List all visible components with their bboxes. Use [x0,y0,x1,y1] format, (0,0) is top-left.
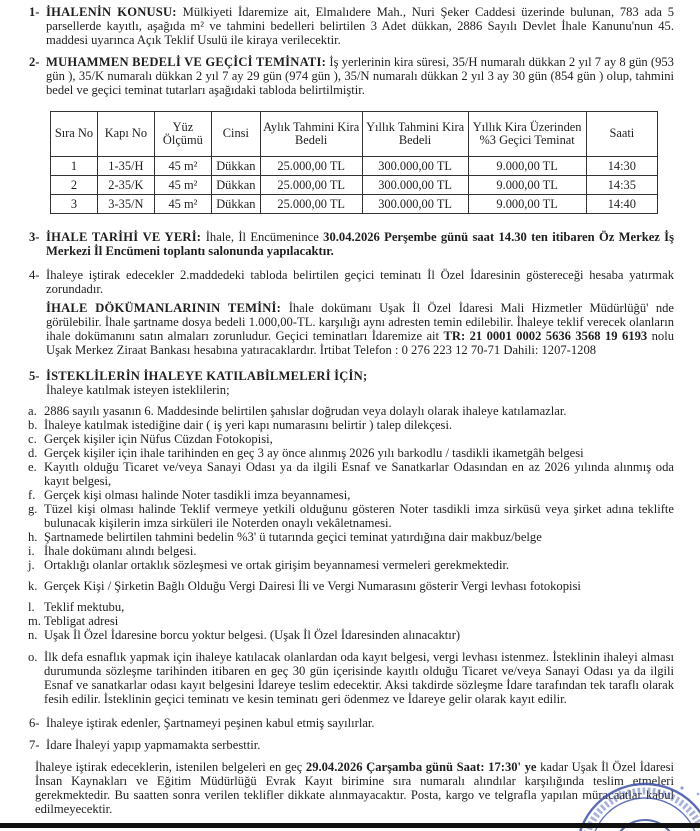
item-2-number: 2- [29,55,40,69]
header-saati: Saati [586,112,657,157]
item-letter: o. [28,650,38,664]
item-1-ihalenin-konusu [0,5,674,47]
table-cell: 2-35/K [97,176,154,195]
table-cell: 3-35/N [97,195,154,214]
item-letter: n. [28,628,38,642]
table-cell: 300.000,00 TL [362,157,468,176]
item-letter: i. [28,544,35,558]
item-letter: g. [28,502,38,516]
item-text: Şartnamede belirtilen tahmini bedelin %3' ü tutarında geçici teminat yatırdığına dair makbuz/belge [44,530,542,544]
header-cinsi: Cinsi [211,112,260,157]
lettered-item-f [0,488,674,502]
item-text: Gerçek kişiler için Nüfus Cüzdan Fotokopisi, [44,432,273,446]
item-2-body: İş yerlerinin kira süresi, 35/H numaralı dükkan 2 yıl 7 ay 8 gün (953 gün ), 35/K numaralı dükkan 2 yıl 7 ay 29 gün (974 gün ), 35/N numaralı dükkan 2 yıl 3 ay 30 gün (854 gün ) olup, tahmini bedel ve geçici teminat tutarları aşağıdaki tabloda belirtilmiştir. [46,55,674,97]
table-cell: 2 [51,176,98,195]
item-5-number: 5- [29,369,40,383]
item-3-title: İHALE TARİHİ VE YERİ: [46,230,206,244]
lettered-item-o [0,650,674,706]
item-text: 2886 sayılı yasanın 6. Maddesinde belirtilen şahıslar doğrudan veya dolaylı olarak ihaleye katılamazlar. [44,404,567,418]
lettered-item-c [0,432,674,446]
lettered-item-j [0,558,674,572]
table-cell: Dükkan [211,157,260,176]
item-4-body: İhaleye iştirak edecekler 2.maddedeki tabloda belirtilen geçici teminatı İl Özel İdaresinin göstereceği hesaba yatırmak zorundadır. [46,268,674,296]
paragraph-ihale-dokumanlari [0,301,674,357]
lettered-item-d [0,446,674,460]
item-letter: j. [28,558,35,572]
item-3-bold-text: 30.04.2026 Perşembe günü saat 14.30 ten itibaren Öz Merkez İş Merkezi İl Encümeni toplantı salonunda yapılacaktır. [46,230,674,258]
lettered-list [0,404,674,706]
lettered-item-n [0,628,674,642]
table-cell: 25.000,00 TL [260,176,362,195]
table-cell: 9.000,00 TL [468,176,586,195]
header-yillik-kira: Yıllık Tahmini Kira Bedeli [362,112,468,157]
item-text: Ortaklığı olanlar ortaklık sözleşmesi ve ortak girişim beyannamesi vermeleri gerekmektedir. [44,558,510,572]
table-cell: 45 m² [154,176,211,195]
item-text: İhaleye katılmak istediğine dair ( iş yeri kapı numarasını belirtir ) talep dilekçesi. [44,418,453,432]
item-4-gecici-teminat [0,268,674,296]
table-cell: 14:40 [586,195,657,214]
item-7-body: İdare İhaleyi yapıp yapmamakta serbesttir. [46,738,261,752]
item-text: Uşak İl Özel İdaresine borcu yoktur belgesi. (Uşak İl Özel İdaresinden alınacaktır) [44,628,461,642]
lettered-item-l [0,600,674,614]
item-text: Kayıtlı olduğu Ticaret ve/veya Sanayi Odası ya da ilgili Esnaf ve Sanatkarlar Odasından en az 2026 yılında alınmış oda kayıt belgesi, [44,460,674,488]
table-cell: 300.000,00 TL [362,176,468,195]
item-letter: l. [28,600,35,614]
header-kapi-no: Kapı No [97,112,154,157]
lettered-item-g [0,502,674,530]
item-letter: c. [28,432,37,446]
item-1-body: Mülkiyeti İdaremize ait, Elmalıdere Mah., Nuri Şeker Caddesi üzerinde bulunan, 783 ada 5 parsellerde kayıtlı, aşağıda m² ve tahmini bedelleri belirtilen 3 Adet dükkan, 2886 Sayılı Devlet İhale Kanunu'nun 45. maddesi uyarınca Açık Teklif Usulü ile kiraya verilecektir. [46,5,674,47]
lease-table [50,111,658,214]
closing-post: kadar Uşak İl Özel İdaresi İnsan Kaynakları ve Eğitim Müdürlüğü Evrak Kayıt birimine sıra numaralı alındılar karşılığında teslim etmeleri gerekmektedir. Bu saatten sonra verilen teklifler dikkate alınmayacaktır. Posta, kargo ve telgrafla yapılan müracaatlar kabul edilmeyecektir. [35,760,675,816]
item-letter: a. [28,404,37,418]
header-gecici-teminat: Yıllık Kira Üzerinden %3 Geçici Teminat [468,112,586,157]
lettered-item-h [0,530,674,544]
table-row-2 [51,176,658,195]
item-letter: e. [28,460,37,474]
table-cell: 1 [51,157,98,176]
table-cell: 9.000,00 TL [468,157,586,176]
item-5-subline: İhaleye katılmak isteyen isteklilerin; [46,383,230,397]
item-text: Gerçek Kişi / Şirketin Bağlı Olduğu Vergi Dairesi İli ve Vergi Numarasını gösterir Vergi levhası fotokopisi [44,579,581,593]
item-1-title: İHALENİN KONUSU: [46,5,183,19]
item-letter: h. [28,530,38,544]
item-6-body: İhaleye iştirak edenler, Şartnameyi peşinen kabul etmiş sayılırlar. [46,716,375,730]
item-6-number: 6- [29,716,40,730]
lettered-item-i [0,544,674,558]
item-7-idare-serbest [0,738,674,752]
item-1-number: 1- [29,5,40,19]
table-cell: 45 m² [154,157,211,176]
header-aylik-kira: Aylık Tahmini Kira Bedeli [260,112,362,157]
docs-title: İHALE DÖKÜMANLARININ TEMİNİ: [46,301,289,315]
table-row-3 [51,195,658,214]
item-letter: d. [28,446,38,460]
lettered-item-b [0,418,674,432]
lettered-item-a [0,404,674,418]
item-5-title: İSTEKLİLERİN İHALEYE KATILABİLMELERİ İÇİN; [46,369,368,383]
item-5-katilabilme [0,369,674,383]
item-letter: f. [28,488,36,502]
lettered-item-m [0,614,674,628]
table-cell: 25.000,00 TL [260,195,362,214]
item-text: Teklif mektubu, [44,600,125,614]
item-6-sartname-kabul [0,716,674,730]
lettered-item-e [0,460,674,488]
closing-pre: İhaleye iştirak edeceklerin, istenilen belgeleri en geç [35,760,306,774]
docs-part1: İhale dokümanı Uşak İl Özel İdaresi Mali Hizmetler Müdürlüğü' nde görülebilir. İhale şartname dosya bedeli 1.000,00-TL. karşılığı aynı adresten temin edilebilir. İhaleye teklif verecek olanların ihale dokümanını satın almaları zorunludur. Geçici teminatları İdaremize ait [46,301,675,343]
table-cell: 9.000,00 TL [468,195,586,214]
item-text: İhale dokümanı alındı belgesi. [44,544,197,558]
item-3-number: 3- [29,230,40,244]
table-cell: 300.000,00 TL [362,195,468,214]
item-letter: m. [28,614,41,628]
item-text: İlk defa esnaflık yapmak için ihaleye katılacak olanlardan oda kayıt belgesi, vergi levhası istenmez. İsteklinin ihaleyi alması durumunda sözleşme tarihinden itibaren en geç 30 gün içerisinde kayıtlı olduğu Ticaret ve/veya Sanayi Odası ya da ilgili Esnaf ve sanatkarlar odası kayıt belgesini İdareye teslim edecektir. Aksi takdirde sözleşme İdare tarafından tek taraflı olarak fesih edilir. İsteklinin geçici teminatı ve kesin teminatı geri ödenmez ve İdareye gelir olarak kayıt edilir. [44,650,674,706]
table-cell: 25.000,00 TL [260,157,362,176]
table-cell: 3 [51,195,98,214]
table-cell: 14:30 [586,157,657,176]
table-cell: Dükkan [211,195,260,214]
item-text: Gerçek kişi olması halinde Noter tasdikli imza beyannamesi, [44,488,351,502]
item-text: Tüzel kişi olması halinde Teklif vermeye yetkili olduğunu gösteren Noter tasdikli imza sirküsü veya şirket adına teklifte bulunacak kişilerin imza sirküleri ile Noterden onaylı vekâletnamesi. [44,502,674,530]
item-4-number: 4- [29,268,40,282]
header-sira-no: Sıra No [51,112,98,157]
table-header-row [51,112,658,157]
table-cell: 14:35 [586,176,657,195]
lettered-item-k [0,579,674,593]
item-2-muhammen-bedeli [0,55,674,97]
page-bottom-rule [0,823,700,828]
item-text: Gerçek kişiler için ihale tarihinden en geç 3 ay önce alınmış 2026 yılı barkodlu / tasdikli ikametgâh belgesi [44,446,584,460]
closing-deadline: 29.04.2026 Çarşamba günü Saat: 17:30' ye [305,760,537,774]
docs-iban: TR: 21 0001 0002 5636 3568 19 6193 [443,329,648,343]
docs-part2: nolu Uşak Merkez Ziraat Bankası hesabına yatıracaklardır. İrtibat Telefon : 0 276 223 12 70-71 Dahili: 1207-1208 [46,329,674,357]
header-yuz-olcumu: Yüz Ölçümü [154,112,211,157]
item-2-title: MUHAMMEN BEDELİ VE GEÇİCİ TEMİNATI: [46,55,330,69]
item-letter: k. [28,579,38,593]
table-cell: Dükkan [211,176,260,195]
item-3-ihale-tarihi [0,230,674,258]
item-text: Tebligat adresi [44,614,119,628]
item-letter: b. [28,418,38,432]
item-3-mid: İhale, İl Encümenince [205,230,324,244]
table-cell: 45 m² [154,195,211,214]
table-cell: 1-35/H [97,157,154,176]
item-7-number: 7- [29,738,40,752]
table-row-1 [51,157,658,176]
